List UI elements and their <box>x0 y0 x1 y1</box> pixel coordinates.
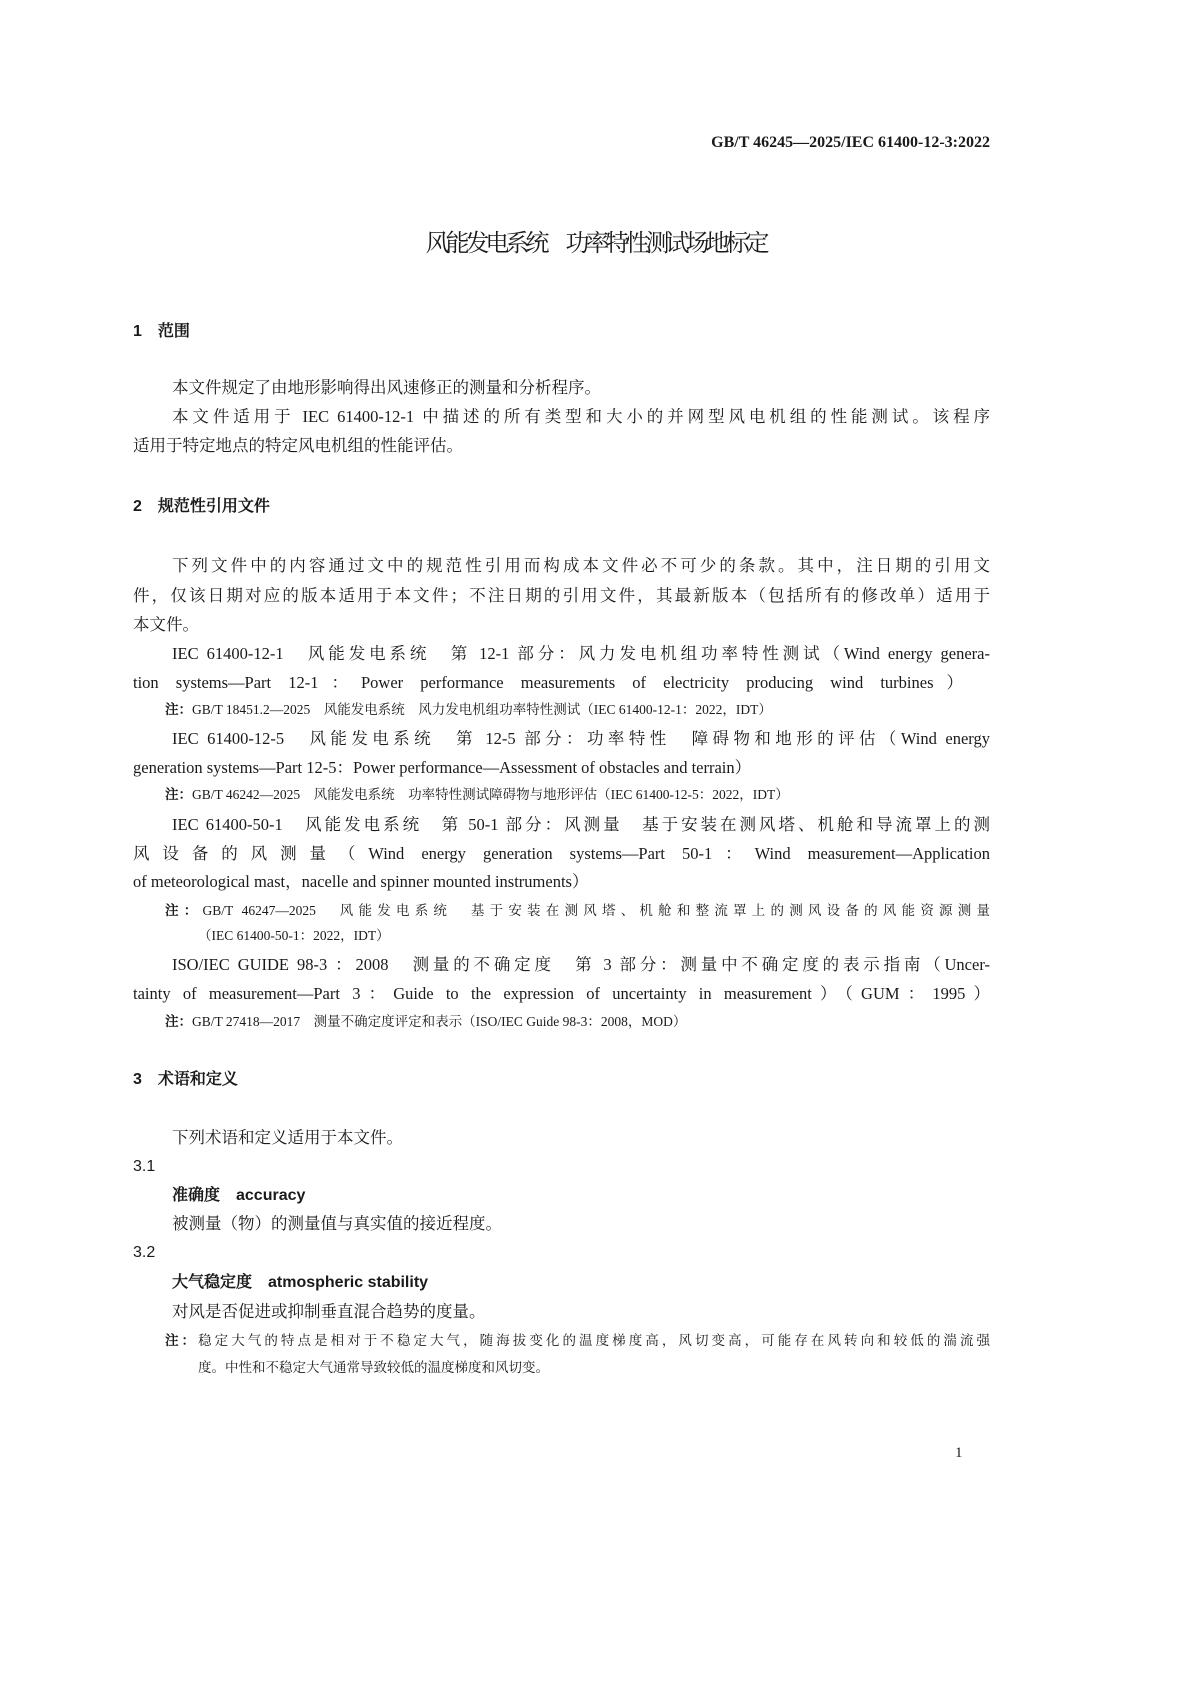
term-number: 3.1 <box>133 1158 156 1175</box>
note-text: （IEC 61400-50-1：2022，IDT） <box>198 928 390 943</box>
reference-note <box>165 784 789 806</box>
reference-entry: tion systems—Part 12-1：Power performance measurements of electricity producing wind turbines） <box>133 673 963 692</box>
section-1-heading: 1 范围 <box>133 323 190 340</box>
term-number: 3.2 <box>133 1244 156 1261</box>
note-text: GB/T 27418—2017 测量不确定度评定和表示（ISO/IEC Guide 98-3：2008，MOD） <box>192 1014 687 1029</box>
paragraph: 本文件规定了由地形影响得出风速修正的测量和分析程序。 <box>172 378 601 397</box>
paragraph: 下列术语和定义适用于本文件。 <box>172 1128 403 1147</box>
reference-entry: IEC 61400-50-1 风能发电系统 第 50-1 部分：风测量 基于安装在测风塔、机舱和导流罩上的测 <box>172 815 990 834</box>
reference-entry: of meteorological mast，nacelle and spinner mounted instruments） <box>133 872 589 891</box>
term-name: 大气稳定度 atmospheric stability <box>172 1274 429 1291</box>
note-label: 注： <box>165 1014 192 1029</box>
section-2-heading: 2 规范性引用文件 <box>133 498 270 515</box>
document-title: 风能发电系统 功率特性测试场地标定 <box>425 230 766 257</box>
note-text: 度。中性和不稳定大气通常导致较低的温度梯度和风切变。 <box>198 1360 549 1375</box>
reference-note <box>165 699 772 721</box>
paragraph: 本文件。 <box>133 615 199 634</box>
note-label: 注： <box>165 787 192 802</box>
reference-entry: tainty of measurement—Part 3：Guide to the expression of uncertainty in measurement）（GUM：1995） <box>133 984 990 1003</box>
note-text: 稳定大气的特点是相对于不稳定大气，随海拔变化的温度梯度高，风切变高，可能存在风转向和较低的湍流强 <box>198 1333 991 1348</box>
reference-entry: IEC 61400-12-1 风能发电系统 第 12-1 部分：风力发电机组功率特性测试（Wind energy genera- <box>172 644 990 663</box>
reference-note <box>165 1011 686 1033</box>
note-text: GB/T 18451.2—2025 风能发电系统 风力发电机组功率特性测试（IEC 61400-12-1：2022，IDT） <box>192 702 772 717</box>
reference-note <box>165 900 990 922</box>
reference-entry: generation systems—Part 12-5：Power performance—Assessment of obstacles and terrain） <box>133 758 752 777</box>
term-definition: 被测量（物）的测量值与真实值的接近程度。 <box>172 1214 502 1233</box>
term-definition: 对风是否促进或抑制垂直混合趋势的度量。 <box>172 1302 486 1321</box>
note-text: GB/T 46247—2025 风能发电系统 基于安装在测风塔、机舱和整流罩上的测风设备的风能资源测量 <box>202 903 991 918</box>
reference-entry: ISO/IEC GUIDE 98-3 ：2008 测量的不确定度 第 3 部分：测量中不确定度的表示指南（Uncer- <box>172 955 990 974</box>
reference-entry: 风设备的风测量（Wind energy generation systems—Part 50-1：Wind measurement—Application <box>133 844 990 863</box>
page-number: 1 <box>955 1445 963 1461</box>
paragraph: 适用于特定地点的特定风电机组的性能评估。 <box>133 436 463 455</box>
paragraph: 件，仅该日期对应的版本适用于本文件；不注日期的引用文件，其最新版本（包括所有的修改单）适用于 <box>133 586 990 605</box>
note-label: 注： <box>165 1333 199 1348</box>
note-label: 注： <box>165 702 192 717</box>
reference-entry: IEC 61400-12-5 风能发电系统 第 12-5 部分：功率特性 障碍物和地形的评估（Wind energy <box>172 729 990 748</box>
term-note <box>165 1330 990 1352</box>
note-label: 注： <box>165 903 203 918</box>
paragraph: 本文件适用于 IEC 61400-12-1 中描述的所有类型和大小的并网型风电机组的性能测试。该程序 <box>172 407 990 426</box>
document-code-header: GB/T 46245—2025/IEC 61400-12-3:2022 <box>711 134 990 151</box>
section-3-heading: 3 术语和定义 <box>133 1071 238 1088</box>
note-text: GB/T 46242—2025 风能发电系统 功率特性测试障碍物与地形评估（IEC 61400-12-5：2022，IDT） <box>192 787 789 802</box>
term-name: 准确度 accuracy <box>172 1187 306 1204</box>
paragraph: 下列文件中的内容通过文中的规范性引用而构成本文件必不可少的条款。其中，注日期的引用文 <box>172 556 990 575</box>
